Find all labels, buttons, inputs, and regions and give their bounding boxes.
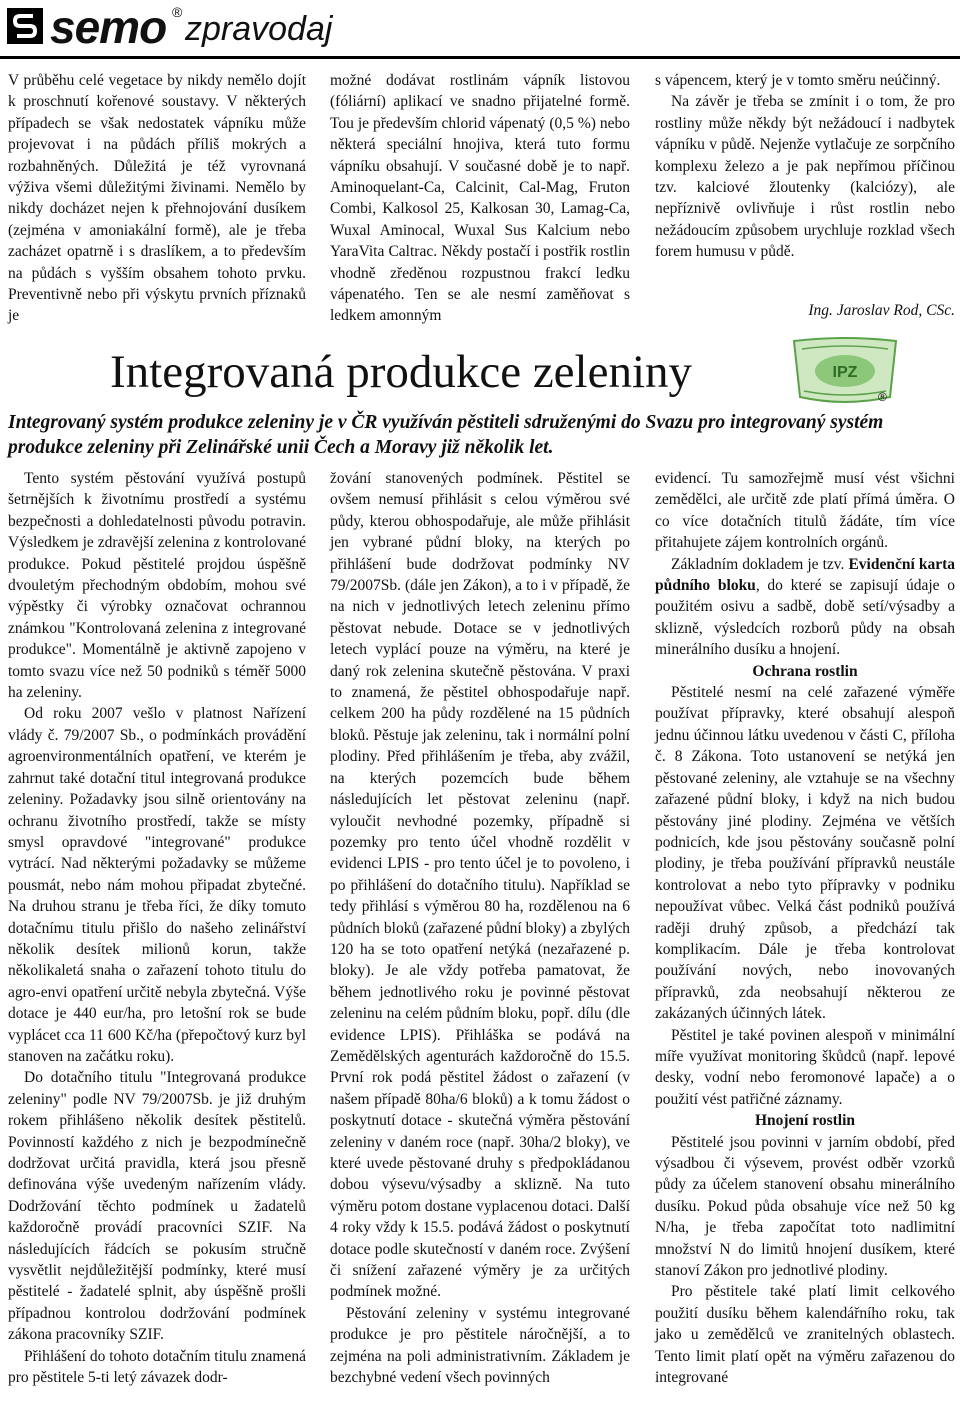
paragraph: V průběhu celé vegetace by nikdy nemělo dojít k proschnutí kořenové soustavy. V některých případech se však nedostatek vápníku může projevovat i na půdách příliš mokrých a rozbahněných. Důležitá je též vyrovnaná výživa všemi důležitými živinami. Nemělo by nikdy docházet nejen k přehnojování dusíkem (zejména v amoniakální formě), ale je třeba zacházet opatrně i s draslíkem, a to především na půdách s vyšším obsahem tohoto prvku. Preventivně nebo při výskytu prvních příznaků je <box>8 72 306 325</box>
article-col2 <box>330 468 630 1388</box>
author-signature: Ing. Jaroslav Rod, CSc. <box>808 301 955 319</box>
text-run: , do které se zapisují údaje o použitém osivu a sadbě, době setí/výsadby a sklizně, výsledcích rozborů půdy na obsah minerálního dusíku a hnojení. <box>655 577 955 659</box>
paragraph: Přihlášení do tohoto dotačním titulu znamená pro pěstitele 5-ti letý závazek dodr- <box>8 1347 306 1387</box>
paragraph: Pěstitelé nesmí na celé zařazené výměře používat přípravky, které obsahují alespoň jednu účinnou látku uvedenou v části C, příloha č. 8 Zákona. Toto ustanovení se netýká jen pěstované zeleniny, ale vztahuje se na všechny zařazené půdní bloky, i když na nich budou pěstovány jiné plodiny. Zejména ve větších podnicích, kde jsou pěstovány současně polní plodiny, je třeba používání přípravků neustále kontrolovat a nebo tyto přípravky v podniku nepoužívat vůbec. Velká část podniků používá raději druhý způsob, a předchází tak komplikacím. Dále je třeba kontrolovat používání nových, nebo inovovaných přípravků, zda neobsahují některou ze zakázaných účinných látek. <box>655 684 955 1023</box>
semo-logo-mark <box>7 8 43 44</box>
paragraph: Od roku 2007 vešlo v platnost Nařízení vlády č. 79/2007 Sb., o podmínkách provádění agroenvironmentálních opatření, ve kterém je zahrnut také dotační titul integrovaná produkce zeleniny. Požadavky jsou silně orientovány na ochranu životního prostředí, takže se místy smysl opravdové "integrované" produkce vytrácí. Nad některými požadavky se můžeme pousmát, nebo nám mohou připadat zbytečné. Na druhou stranu je třeba říci, že díky tomuto dotačnímu titulu přišlo do našeho zelinářství několik desítek milionů korun, takže několikaletá snaha o zařazení tohoto titulu do agro-envi opatření určitě nebyla zbytečná. Výše dotace je 440 eur/ha, pro letošní rok se bude vyplácet cca 11 600 Kč/ha (přepočtový kurz byl stanoven na začátku roku). <box>8 705 306 1065</box>
paragraph: Na závěr je třeba se zmínit i o tom, že pro rostliny může někdy být nežádoucí i nadbytek vápníku v půdě. Nejenže vytlačuje ze sorpčního komplexu železo a je pak nepřímou příčinou tzv. kalciové žloutenky (kalciózy), ale nepříznivě ovlivňuje i růst rostlin nebo nežádoucím způsobem urychluje rozklad všech forem humusu v půdě. <box>655 93 955 261</box>
paragraph: Pro pěstitele také platí limit celkového použití dusíku během kalendářního roku, tak jako u zemědělců ve zranitelných oblastech. Tento limit platí opět na výměru zařazenou do integrované <box>655 1283 955 1387</box>
page-header <box>0 0 960 56</box>
header-rule <box>0 56 960 59</box>
prev-article-col2 <box>330 70 630 327</box>
paragraph: evidencí. Tu samozřejmě musí vést všichni zemědělci, ale určitě zde platí přímá úměra. O co více dotačních titulů žádáte, tím více přitahujete zájem kontrolních orgánů. <box>655 470 955 552</box>
prev-article-col3 <box>655 70 955 321</box>
article-title: Integrovaná produkce zeleniny <box>110 346 693 398</box>
registered-mark: ® <box>172 4 183 20</box>
publication-name: zpravodaj <box>185 10 333 48</box>
ipz-logo-text: IPZ <box>832 364 858 381</box>
section-heading: Hnojení rostlin <box>754 1112 856 1130</box>
paragraph: Pěstitel je také povinen alespoň v minimální míře využívat monitoring škůdců (např. lepové desky, vodní nebo feromonové lapače) a o použití vést patřičné záznamy. <box>655 1026 955 1108</box>
paragraph: Pěstitelé jsou povinni v jarním období, před výsadbou či výsevem, provést odběr vzorků půdy za účelem stanovení obsahu minerálního dusíku. Pokud půda obsahuje více než 50 kg N/ha, je třeba započítat toto nadlimitní množství N do limitů hnojení dusíkem, které stanoví Zákon pro jednotlivé plodiny. <box>655 1133 955 1280</box>
prev-article-col1 <box>8 70 306 327</box>
paragraph: Pěstování zeleniny v systému integrované produkce je pro pěstitele náročnější, a to zejména na poli administrativním. Základem je bezchybné vedení všech povinných <box>330 1304 630 1387</box>
paragraph: možné dodávat rostlinám vápník listovou (fóliární) aplikací ve snadno přijatelné formě. Tou je především chlorid vápenatý (0,5 %) nebo některá speciální hnojiva, která tuto formu vápníku obsahují. V současné době je to např. Aminoquelant-Ca, Calcinit, Cal-Mag, Fruton Combi, Kalkosol 25, Kalkosan 30, Lamag-Ca, Wuxal Aminocal, Wuxal Sus Kalcium nebo YaraVita Caltrac. Někdy postačí i postřik rostlin vhodně zředěnou rozpustnou frakcí ledku vápenatého. Ten se ale nesmí zaměňovat s ledkem amonným <box>330 72 630 325</box>
article-col3 <box>655 468 955 1388</box>
paragraph: Tento systém pěstování využívá postupů šetrnějších k životnímu prostředí a systému bezpečnosti a dohledatelnosti původu potravin. Výsledkem je zdravější zelenina z kontrolované produkce. Pokud pěstitelé projdou úspěšně dvouletým přechodným obdobím, mohou své výpěstky či výrobky označovat ochrannou známkou "Kontrolovaná zelenina z integrované produkce". Momentálně je aktivně zapojeno v tomto svazu více než 50 podniků s téměř 5000 ha zeleniny. <box>8 470 306 702</box>
bold-term: Evidenční karta půdního bloku <box>655 555 956 595</box>
article-lead: Integrovaný systém produkce zeleniny je v ČR využíván pěstiteli sdruženými do Svazu pro integrovaný systém produkce zeleniny při Zelinářské unii Čech a Moravy již několik let. <box>8 412 884 458</box>
paragraph: žování stanovených podmínek. Pěstitel se ovšem nemusí přihlásit s celou výměrou své půdy, kterou obhospodařuje, ale může přihlásit jen vybrané půdní bloky, na kterých po přihlášení bude dodržovat podmínky NV 79/2007Sb. (dále jen Zákon), a to i v případě, že na nich v jednotlivých letech zeleninu přímo pěstovat nebude. Dotace se v jednotlivých letech vyplácí pouze na výměru, na které je daný rok zelenina skutečně pěstována. V praxi to znamená, že pěstitel obhospodařuje např. celkem 200 ha půdy rozdělené na 15 půdních bloků. Pěstuje jak zeleninu, tak i normální polní plodiny. Před přihlášením je třeba, aby zvážil, na kterých pozemcích bude během následujících let pěstovat zeleninu (např. vyloučit nevhodné pozemky, případně si pozemky pro tento účel vhodně rozdělit v evidenci LPIS - pro tento účel je to povoleno, i po přihlášení do dotačního titulu). Například se tedy přihlásí s výměrou 80 ha, rozdělenou na 6 půdních bloků (zařazené půdní bloky) a zbylých 120 ha se toto opatření netýká (nezařazené p. bloky). Je ale vždy potřeba pamatovat, že během jednotlivého roku je povinné pěstovat zeleninu na celém půdním bloku, popř. dílu (dle evidence LPIS). Přihláška se podává na Zemědělských agenturách každoročně do 15.5. První rok podá pěstitel žádost o zařazení (v našem případě 80ha/6 bloků) a k tomu žádost o poskytnutí dotace - skutečná výměra pěstování zeleniny v daném roce (např. 30ha/2 bloky), ve které uvede pěstované druhy s předpokládanou dobou výsevu/výsadby a sklizně. Na tuto výměru potom dostane vyplacenou dotaci. Další 4 roky vždy k 15.5. podává žádost o poskytnutí dotace podle skutečností v daném roce. Zvýšení či snížení zařazené výměry je za určitých podmínek možné. <box>330 470 630 1301</box>
paragraph: Do dotačního titulu "Integrovaná produkce zeleniny" podle NV 79/2007Sb. je již druhým rokem přihlášeno několik desítek pěstitelů. Povinností každého z nich je bezpodmínečně dodržovat určitá pravidla, která jsou přesně definována výše uvedeným nařízením vlády. Dodržování těchto podmínek u žadatelů každoročně provádí pracovníci SZIF. Na následujících řádcích se pokusím stručně vysvětlit nejdůležitější podmínky, které musí pěstitelé - žadatelé splnit, aby úspěšně prošli případnou kontrolou dodržování podmínek zákona pracovníky SZIF. <box>8 1069 306 1344</box>
paragraph: s vápencem, který je v tomto směru neúčinný. <box>655 72 941 89</box>
paragraph <box>655 554 955 661</box>
section-heading: Ochrana rostlin <box>752 662 858 680</box>
text-run: Základním dokladem je tzv. <box>671 555 849 573</box>
registered-mark: ® <box>878 390 887 404</box>
article-col1 <box>8 468 306 1388</box>
semo-logo-text: semo <box>50 1 167 53</box>
